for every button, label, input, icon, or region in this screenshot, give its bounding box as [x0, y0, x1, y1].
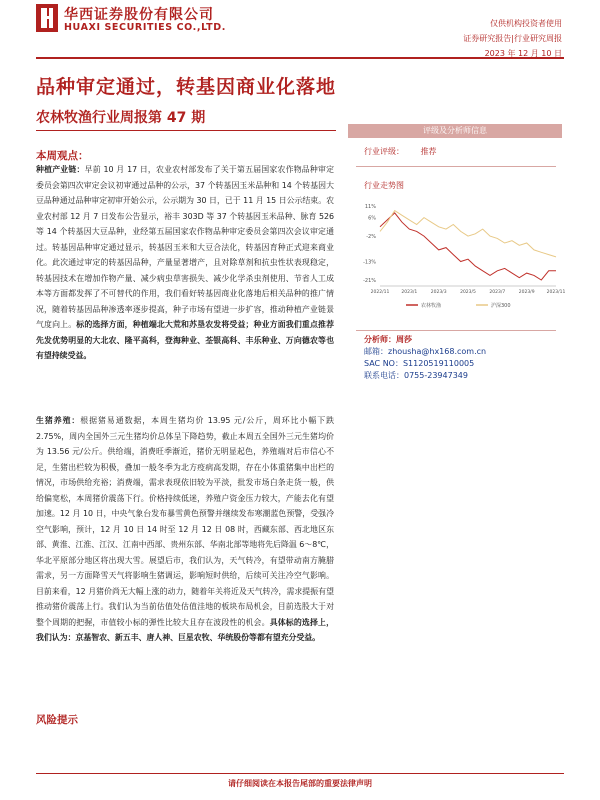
analyst-sac: SAC NO：S1120519110005 — [364, 359, 475, 368]
pig-bold-text: 具体标的选择上，我们认为：京基智农、新五丰、唐人神、巨星农牧、华统股份等都有望充分受益。 — [36, 617, 334, 642]
header-divider — [36, 57, 564, 59]
trend-label: 行业走势图 — [364, 181, 404, 190]
risk-title: 风险提示 — [36, 714, 78, 726]
section-view-title: 本周观点： — [36, 150, 89, 162]
y-tick-label: -2% — [366, 234, 376, 241]
analyst-email: 邮箱：zhousha@hx168.com.cn — [364, 347, 487, 356]
brand-name-en: HUAXI SECURITIES CO.,LTD. — [64, 22, 226, 33]
series-line-1 — [380, 211, 556, 257]
tagline: 仅供机构投资者使用 — [490, 19, 562, 28]
series-line-0 — [380, 213, 556, 280]
y-tick-label: 11% — [364, 204, 376, 210]
x-tick-label: 2023/1 — [401, 290, 418, 295]
sidebar-divider-2 — [356, 330, 556, 331]
subtitle-divider — [36, 130, 336, 131]
x-tick-label: 2022/11 — [370, 290, 390, 295]
y-tick-label: 6% — [368, 215, 376, 222]
legend-label: 农林牧渔 — [421, 303, 442, 309]
analyst-phone: 联系电话：0755-23947349 — [364, 371, 468, 380]
x-tick-label: 2023/11 — [546, 290, 566, 295]
x-tick-label: 2023/7 — [489, 290, 506, 295]
seed-text: 早前 10 月 17 日，农业农村部发布了关于第五届国家农作物品种审定委员会第四次审定会议初审通过品种的公示，37 个转基因玉米品种和 14 个转基因大豆品种通过品种审定初审开始公示，公示期为 30 日，已于 11 月 15 日公示结束。农业农村部 12 月 7 日发布公告显示，裕丰 303D 等 37 个转基因玉米品种、脉育 526 等 14 个转基因大豆品种，业经第五届国家农作物品种审定委员会第四次会议审定通过。转基因品种审定通过显示，转基因玉米和大豆合法化，转基因育种正式迎来商业化。此次通过审定的转基因品种，产量显著增产，且对除草剂和抗虫性状表现稳定，转基因技术在增加作物产量、减少病虫草害损失、减少化学杀虫剂使用、节省人工成本等方面都发挥了不可替代的作用，我们看好转基因商业化落地后相关品种的推广情况，随着转基因品种渗透率逐步提高，种子市场有望进一步扩容，推动种植产业链景气度向上。 — [36, 165, 334, 329]
x-tick-label: 2023/9 — [518, 290, 535, 295]
sidebar-divider-1 — [356, 166, 556, 167]
analyst-name: 分析师：周莎 — [364, 335, 412, 344]
y-tick-label: -21% — [363, 278, 376, 284]
brand-name-cn: 华西证券股份有限公司 — [64, 7, 214, 23]
report-subtitle: 农林牧渔行业周报第 47 期 — [36, 110, 206, 126]
report-date: 2023 年 12 月 10 日 — [484, 49, 562, 58]
sidebar-title: 评级及分析师信息 — [348, 124, 562, 138]
pig-text: 根据猪易通数据，本周生猪均价 13.95 元/公斤，周环比小幅下跌 2.75%，周内全国外三元生猪均价总体呈下降趋势，截止本周五全国外三元生猪均价为 13.56 元/公斤。供给端，消费旺季渐近，猪价无明显起色，养殖端对后市信心不足，生猪出栏较为积极，叠加一般冬季为北方疫病高发期，存在小体重猪集中出栏的情况，市场供给充裕；消费端，需求表现依旧较为平淡，批发市场白条走货一般，供给偏宽松，本周猪价震荡下行。价格持续低迷，养殖户资金压力较大，产能去化有望加速。12 月 10 日，中央气象台发布暴雪黄色预警并继续发布寒潮蓝色预警，受强冷空气影响，预计，12 月 10 日 14 时至 12 月 12 日 08 时，西藏东部、西北地区东部、黄淮、江淮、江汉、江南中西部、贵州东部、华南北部等地将先后降温 6～8℃，华北平原部分地区将出现大雪。展望后市，我们认为，天气转冷，有望带动南方腌腊需求，另一方面降雪天气将影响生猪调运，影响短时供给，后续可关注冷空气影响。目前来看，12 月猪价尚无大幅上涨的动力，随着年关将近及天气转冷，需求提振有望推动猪价震荡上行。我们认为当前估值处估值洼地的板块布局机会，目前选股大于对整个周期的把握，市值较小标的弹性比较大且存在波段性的机会。 — [36, 416, 334, 627]
x-tick-label: 2023/5 — [460, 290, 476, 295]
pig-paragraph — [36, 413, 334, 646]
rating-value: 推荐 — [420, 147, 437, 156]
report-title: 品种审定通过，转基因商业化落地 — [36, 76, 337, 98]
pig-heading: 生猪养殖： — [36, 416, 81, 425]
seed-heading: 种植产业链： — [36, 165, 85, 174]
report-type: 证券研究报告|行业研究周报 — [463, 34, 562, 43]
x-tick-label: 2023/3 — [430, 290, 447, 295]
huaxi-logo-icon — [36, 4, 58, 32]
legend-label: 沪深300 — [491, 303, 511, 309]
industry-trend-chart — [356, 200, 566, 318]
seed-paragraph — [36, 162, 334, 364]
seed-bold-text: 标的选择方面，种植端北大荒和苏垦农发将受益；种业方面我们重点推荐先发优势明显的大北农、隆平高科，登海种业、荃银高科、丰乐种业、万向德农等也有望持续受益。 — [36, 320, 334, 360]
y-tick-label: -13% — [363, 259, 376, 266]
rating-label: 行业评级： — [364, 147, 404, 156]
footer-divider — [36, 773, 564, 774]
footer-disclaimer: 请仔细阅读在本报告尾部的重要法律声明 — [228, 779, 372, 788]
